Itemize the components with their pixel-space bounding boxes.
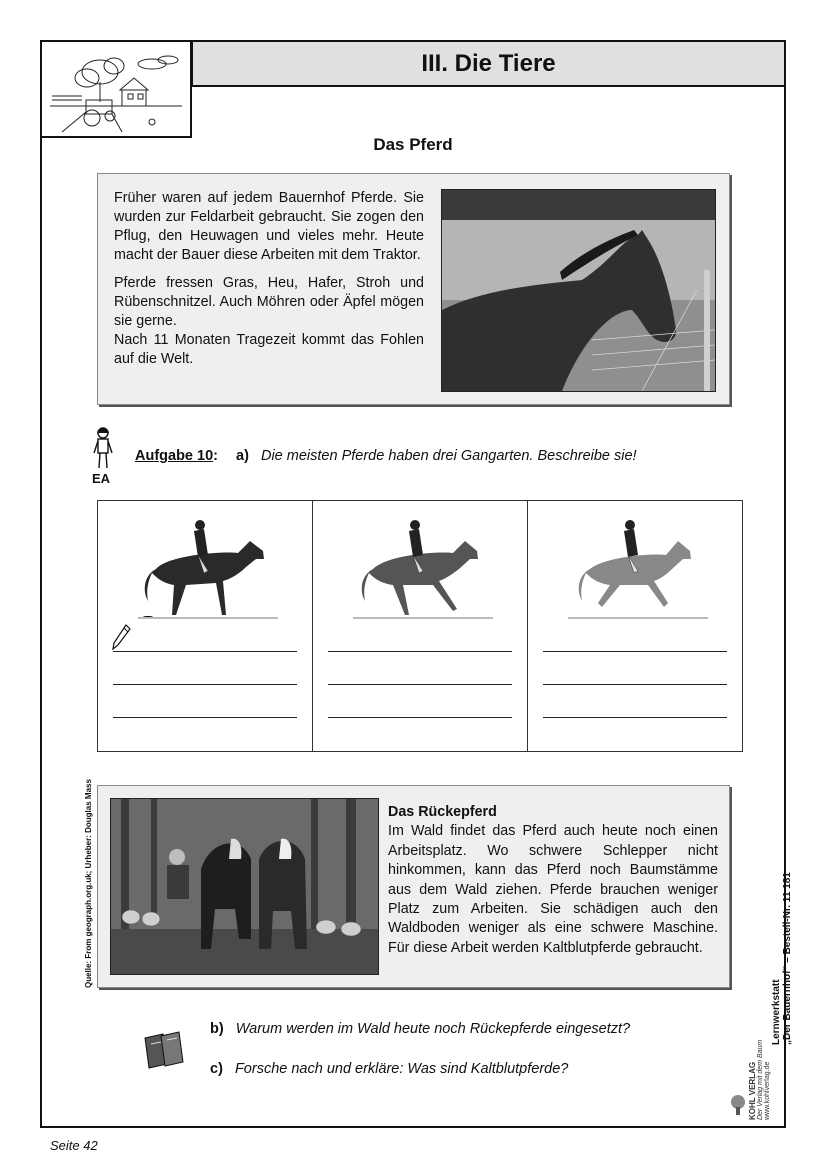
answer-line[interactable]: [328, 717, 512, 718]
ruecke-box: [97, 785, 730, 988]
farm-sketch-icon: [42, 42, 190, 136]
answer-line[interactable]: [113, 717, 297, 718]
intro-box: [97, 173, 730, 405]
chapter-title: III. Die Tiere: [192, 40, 786, 87]
series-name: Lernwerkstatt: [771, 979, 782, 1045]
gait-cell-3: [528, 501, 742, 751]
task-b-row: [210, 1021, 630, 1037]
answer-line[interactable]: [113, 651, 297, 652]
answer-line[interactable]: [543, 651, 727, 652]
publisher-slogan: Der Verlag mit dem Baum: [757, 1039, 764, 1120]
task-colon: :: [213, 448, 219, 464]
task-b-marker: b): [210, 1021, 224, 1037]
intro-text: [114, 189, 424, 378]
task-c-marker: c): [210, 1061, 223, 1077]
answer-line[interactable]: [113, 684, 297, 685]
book-order-number: „Der Bauernhof“ – Bestell-Nr. 11 181: [782, 872, 793, 1045]
publisher-info: [748, 1040, 771, 1120]
task-c-question: Forsche nach und erkläre: Was sind Kaltblutpferde?: [234, 1061, 569, 1077]
horse-photo: [441, 189, 716, 392]
answer-line[interactable]: [328, 651, 512, 652]
series-reference: [771, 872, 793, 1045]
intro-paragraph-2: Pferde fressen Gras, Heu, Hafer, Stroh und Rübenschnitzel. Auch Möhren oder Äpfel mögen sie gerne.: [114, 275, 424, 329]
ruecke-heading: Das Rückepferd: [388, 804, 497, 820]
ruecke-text: Im Wald findet das Pferd auch heute noch einen Arbeitsplatz. Wo schwere Schlepper nicht hinkommen, kann das Pferd noch Baumstämme aus dem Wald ziehen. Pferde brauchen weniger Platz zum Arbeiten. Sie schädigen auch den Waldboden weniger als eine schwere Maschine. Für diese Arbeit werden Kaltblutpferde gebraucht.: [388, 823, 718, 956]
gait-answer-grid: [97, 500, 743, 752]
photo-source: Quelle: From geograph.org.uk; Urheber: Douglas Mass: [84, 779, 93, 988]
answer-line[interactable]: [543, 684, 727, 685]
canter-horse-icon: [568, 511, 708, 621]
task-c-row: [210, 1061, 568, 1077]
publisher-url[interactable]: www.kohlverlag.de: [764, 1061, 771, 1120]
task-label: Aufgabe 10: [135, 448, 214, 464]
answer-line[interactable]: [543, 717, 727, 718]
work-form-label: EA: [92, 471, 111, 486]
gait-cell-1: [98, 501, 313, 751]
task-a-question: Die meisten Pferde haben drei Gangarten. Beschreibe sie!: [260, 448, 637, 464]
intro-paragraph-1: Früher waren auf jedem Bauernhof Pferde. Sie wurden zur Feldarbeit gebraucht. Sie zogen den Pflug, den Heuwagen und vieles mehr. Heute macht der Bauer diese Arbeiten mit dem Traktor.: [114, 190, 424, 263]
task-a-row: [135, 448, 637, 464]
books-icon: [143, 1030, 185, 1070]
forest-horses-photo: [110, 798, 379, 975]
task-a-marker: a): [236, 448, 249, 464]
ruecke-text-block: [388, 803, 718, 958]
task-b-question: Warum werden im Wald heute noch Rückepferde eingesetzt?: [235, 1021, 631, 1037]
gait-cell-2: [313, 501, 528, 751]
farm-logo: [40, 40, 192, 138]
answer-line[interactable]: [328, 684, 512, 685]
trot-horse-icon: [353, 511, 493, 621]
publisher-name: KOHL VERLAG: [748, 1061, 757, 1120]
walk-horse-icon: [138, 511, 278, 621]
pencil-icon: [112, 623, 132, 651]
tree-logo-icon: [728, 1094, 748, 1116]
student-figure-icon: [92, 426, 114, 472]
page-subtitle: Das Pferd: [373, 135, 453, 154]
page-number: Seite 42: [50, 1138, 98, 1153]
intro-paragraph-3: Nach 11 Monaten Tragezeit kommt das Fohlen auf die Welt.: [114, 332, 424, 367]
